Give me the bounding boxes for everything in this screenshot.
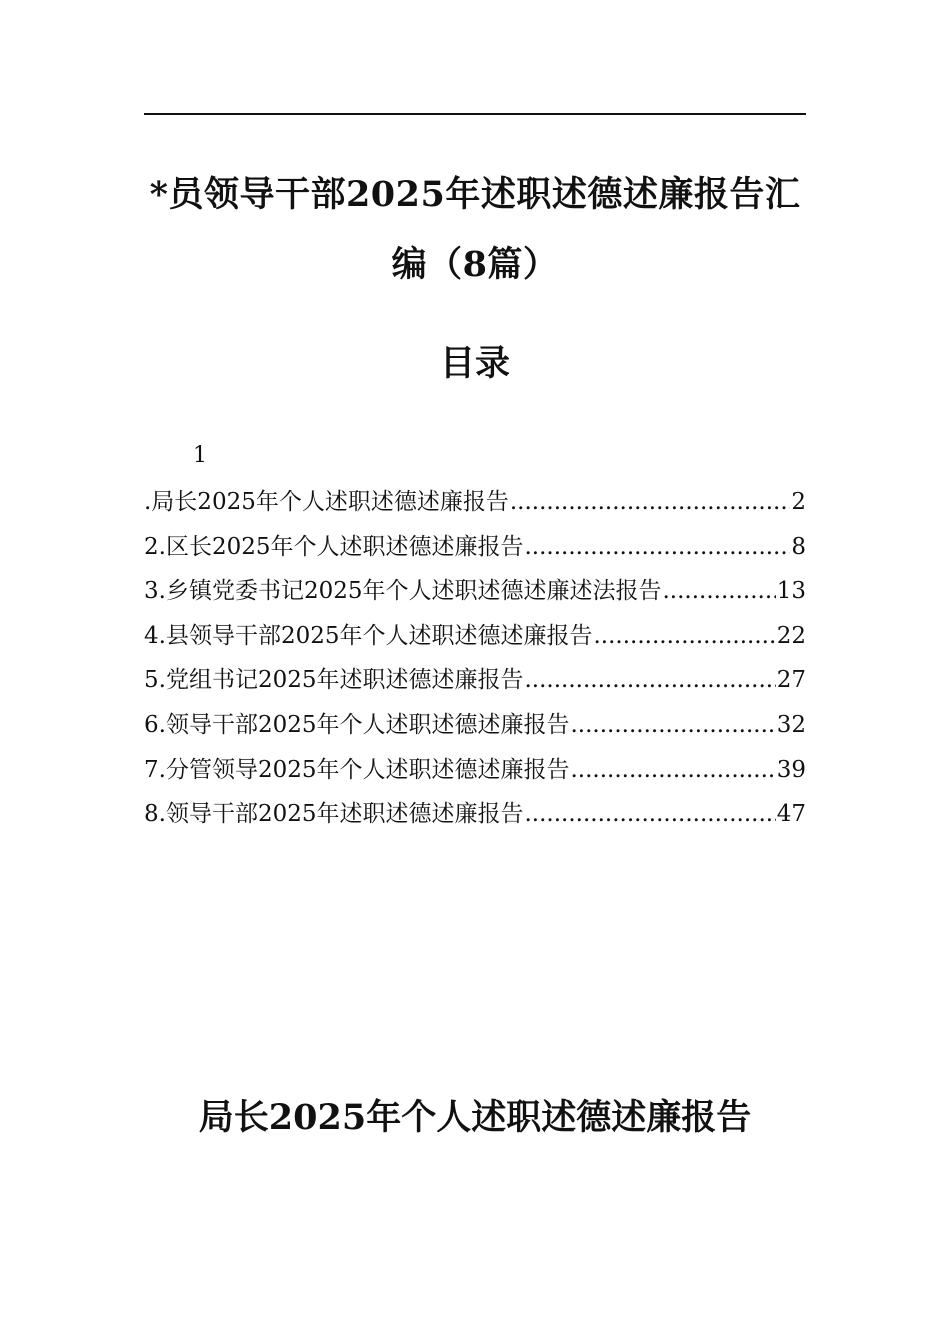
toc-entry-label: 6.领导干部2025年个人述职述德述廉报告	[144, 711, 570, 738]
toc-entry-page: 39	[776, 756, 806, 783]
toc-entry-label: 7.分管领导2025年个人述职述德述廉报告	[144, 756, 570, 783]
toc-entry-8[interactable]	[144, 794, 806, 839]
toc-entry-label: .局长2025年个人述职述德述廉报告	[144, 489, 509, 515]
toc-entry-label: 4.县领导干部2025年个人述职述德述廉报告	[144, 622, 593, 649]
toc-entry-4[interactable]	[144, 616, 806, 661]
toc-entry-6[interactable]	[144, 705, 806, 750]
document-title: *员领导干部2025年述职述德述廉报告汇编（8篇）	[149, 174, 801, 285]
toc-entry-1[interactable]	[144, 482, 806, 527]
section-title: 局长2025年个人述职述德述廉报告	[198, 1097, 752, 1138]
toc-entry-page: 2	[791, 489, 806, 515]
toc-entry-3[interactable]	[144, 571, 806, 616]
toc-heading: 目录	[439, 343, 510, 384]
toc-entry-page: 13	[776, 578, 806, 605]
toc-dot-leader	[524, 794, 775, 834]
toc-dot-leader	[524, 527, 790, 567]
toc-entry-page: 32	[776, 711, 806, 738]
header-rule	[144, 113, 806, 115]
toc-dot-leader	[662, 571, 775, 611]
toc-entry-label: 8.领导干部2025年述职述德述廉报告	[144, 801, 524, 828]
toc-dot-leader	[593, 616, 775, 656]
toc-entry-page: 27	[776, 667, 806, 694]
toc-entry-page: 47	[776, 801, 806, 828]
toc-dot-leader	[570, 705, 775, 745]
toc-entry-page: 8	[791, 533, 806, 560]
toc-stray-number: 1	[193, 443, 207, 468]
toc-entry-5[interactable]	[144, 660, 806, 705]
toc-entry-2[interactable]	[144, 527, 806, 572]
toc-dot-leader	[524, 660, 775, 700]
toc-entry-label: 2.区长2025年个人述职述德述廉报告	[144, 533, 524, 560]
toc-entry-page: 22	[776, 622, 806, 649]
toc-entry-label: 5.党组书记2025年述职述德述廉报告	[144, 667, 524, 694]
toc-entry-label: 3.乡镇党委书记2025年个人述职述德述廉述法报告	[144, 578, 662, 605]
table-of-contents	[144, 482, 806, 839]
toc-dot-leader	[570, 750, 775, 790]
toc-entry-7[interactable]	[144, 750, 806, 795]
toc-dot-leader	[510, 482, 791, 522]
